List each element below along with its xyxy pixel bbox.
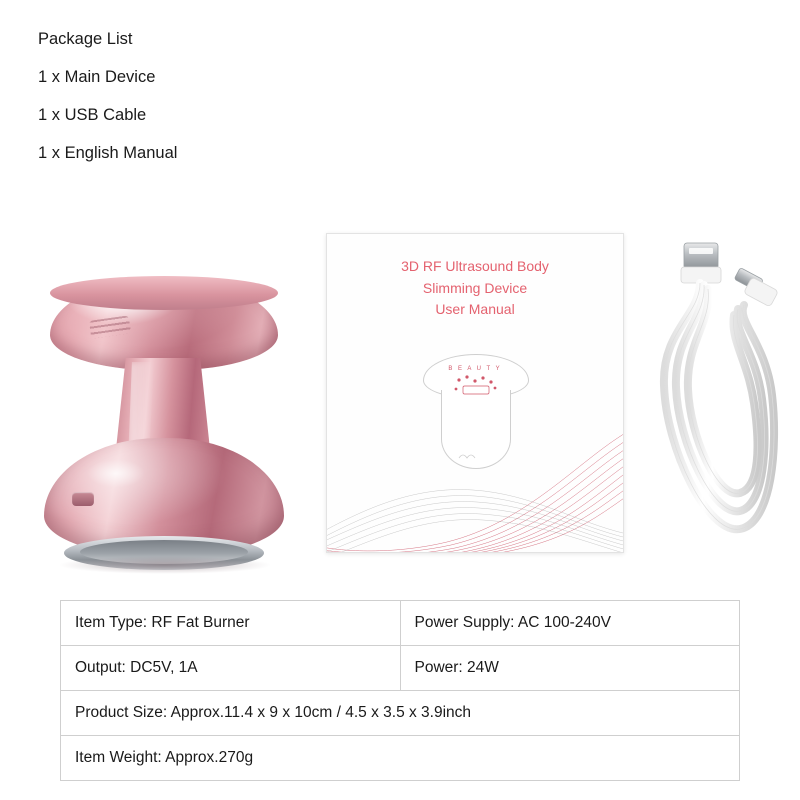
table-row bbox=[61, 691, 740, 736]
package-list-item-main-device: 1 x Main Device bbox=[38, 68, 156, 87]
manual-title-line-2: Slimming Device bbox=[422, 279, 528, 296]
usb-cable-image bbox=[648, 235, 788, 545]
package-list-item-english-manual: 1 x English Manual bbox=[38, 144, 178, 163]
svg-text:B E A U T Y: B E A U T Y bbox=[448, 366, 502, 372]
spec-item-type: Item Type: RF Fat Burner bbox=[61, 601, 401, 646]
device-top-rim bbox=[50, 276, 278, 310]
package-list-title: Package List bbox=[38, 30, 133, 48]
table-row bbox=[61, 646, 740, 691]
device-power-button bbox=[72, 492, 94, 506]
specification-table bbox=[60, 600, 740, 781]
table-row bbox=[61, 601, 740, 646]
spec-product-size: Product Size: Approx.11.4 x 9 x 10cm / 4.5 x 3.5 x 3.9inch bbox=[61, 691, 740, 736]
spec-item-weight: Item Weight: Approx.270g bbox=[61, 736, 740, 781]
rf-fat-burner-device-image bbox=[28, 250, 298, 570]
table-row bbox=[61, 736, 740, 781]
spec-power-supply: Power Supply: AC 100-240V bbox=[400, 601, 740, 646]
spec-output: Output: DC5V, 1A bbox=[61, 646, 401, 691]
product-photo-row bbox=[0, 225, 800, 575]
micro-usb-connector bbox=[734, 268, 778, 307]
manual-title-line-3: User Manual bbox=[435, 301, 515, 318]
usb-a-connector bbox=[681, 243, 721, 283]
manual-cover-title bbox=[327, 256, 623, 321]
manual-cover-wave-graphic bbox=[327, 402, 623, 552]
package-list-item-usb-cable: 1 x USB Cable bbox=[38, 106, 147, 125]
user-manual-booklet bbox=[326, 233, 624, 553]
manual-title-line-1: 3D RF Ultrasound Body bbox=[401, 258, 549, 274]
package-list bbox=[38, 30, 458, 183]
spec-power: Power: 24W bbox=[400, 646, 740, 691]
device-drop-shadow bbox=[58, 556, 272, 574]
manual-illustration-brand-dots bbox=[423, 356, 527, 404]
